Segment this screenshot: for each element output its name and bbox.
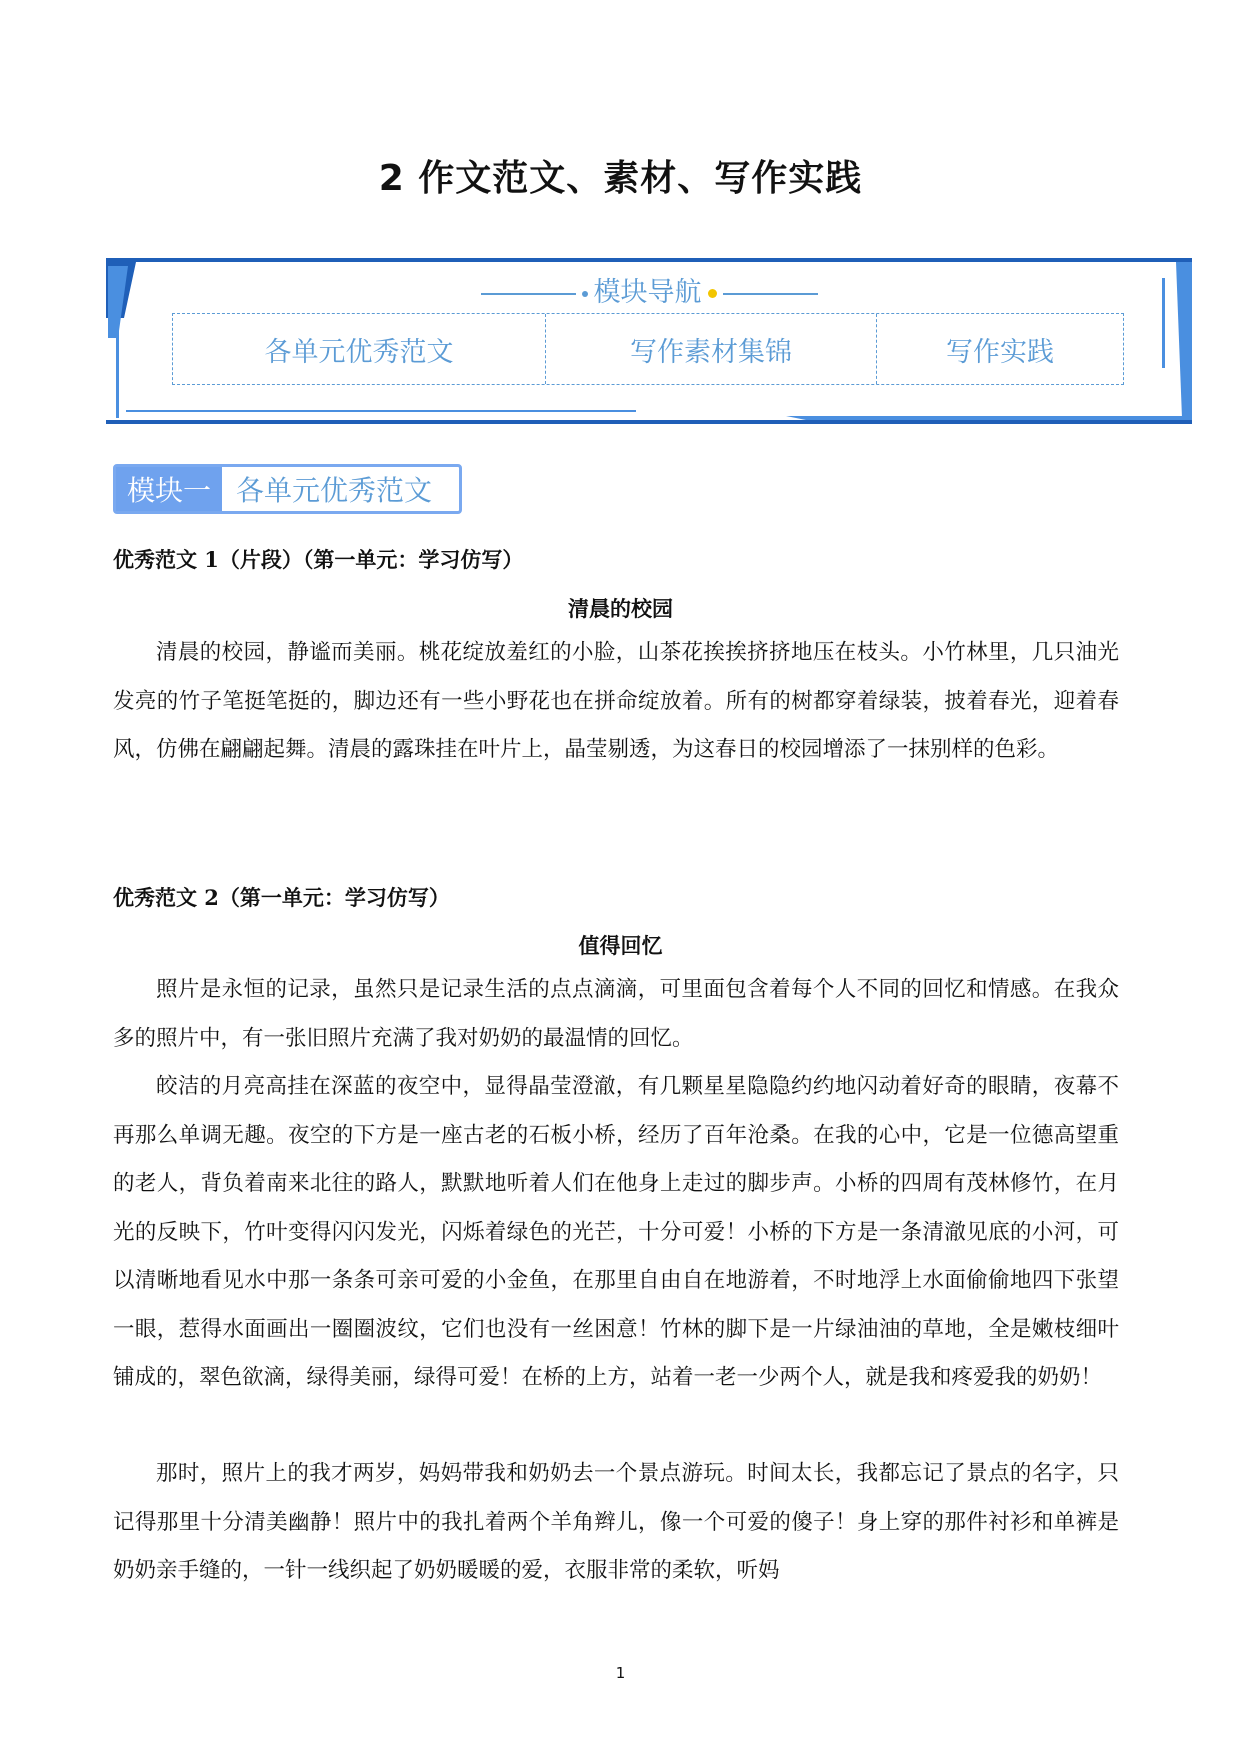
essay-heading-2: 优秀范文 2（第一单元：学习仿写）: [113, 885, 450, 910]
nav-title-text: 模块导航: [593, 277, 702, 308]
nav-cell-writing-materials[interactable]: 写作素材集锦: [545, 314, 876, 384]
essay-2-paragraph-1: 照片是永恒的记录，虽然只是记录生活的点点滴滴，可里面包含着每个人不同的回忆和情感。在我众多的照片中，有一张旧照片充满了我对奶奶的最温情的回忆。: [113, 977, 1119, 1051]
nav-title: [106, 270, 1192, 309]
nav-title-right-line: [723, 293, 818, 295]
page-title: 2 作文范文、素材、写作实践: [378, 158, 863, 199]
nav-title-left-dot: [582, 291, 588, 297]
essay-title-1: 清晨的校园: [568, 596, 673, 621]
essay-1-paragraph-1: 清晨的校园，静谧而美丽。桃花绽放羞红的小脸，山茶花挨挨挤挤地压在枝头。小竹林里，几只油光发亮的竹子笔挺笔挺的，脚边还有一些小野花也在拼命绽放着。所有的树都穿着绿装，披着春光，迎着春风，仿佛在翩翩起舞。清晨的露珠挂在叶片上，晶莹剔透，为这春日的校园增添了一抹别样的色彩。: [113, 640, 1119, 762]
essay-2-paragraph-3: 那时，照片上的我才两岁，妈妈带我和奶奶去一个景点游玩。时间太长，我都忘记了景点的名字，只记得那里十分清美幽静！照片中的我扎着两个羊角辫儿，像一个可爱的傻子！身上穿的那件衬衫和单裤是奶奶亲手缝的，一针一线织起了奶奶暖暖的爱，衣服非常的柔软，听妈: [113, 1461, 1119, 1583]
module-tag: [113, 464, 462, 514]
nav-cell-writing-practice[interactable]: 写作实践: [876, 314, 1123, 384]
module-navigation: [106, 258, 1192, 426]
module-name: 各单元优秀范文: [236, 474, 433, 507]
essay-title-2: 值得回忆: [578, 933, 663, 958]
nav-table: [172, 313, 1124, 385]
nav-title-left-line: [481, 293, 576, 295]
essay-heading-1: 优秀范文 1（片段）（第一单元：学习仿写）: [113, 547, 524, 572]
nav-title-right-dot: [708, 289, 717, 298]
module-number: 模块一: [116, 467, 222, 511]
essay-2-paragraph-2: 皎洁的月亮高挂在深蓝的夜空中，显得晶莹澄澈，有几颗星星隐隐约约地闪动着好奇的眼睛，夜幕不再那么单调无趣。夜空的下方是一座古老的石板小桥，经历了百年沧桑。在我的心中，它是一位德高望重的老人，背负着南来北往的路人，默默地听着人们在他身上走过的脚步声。小桥的四周有茂林修竹，在月光的反映下，竹叶变得闪闪发光，闪烁着绿色的光芒，十分可爱！小桥的下方是一条清澈见底的小河，可以清晰地看见水中那一条条可亲可爱的小金鱼，在那里自由自在地游着，不时地浮上水面偷偷地四下张望一眼，惹得水面画出一圈圈波纹，它们也没有一丝困意！竹林的脚下是一片绿油油的草地，全是嫩枝细叶铺成的，翠色欲滴，绿得美丽，绿得可爱！在桥的上方，站着一老一少两个人，就是我和疼爱我的奶奶！: [113, 1074, 1119, 1390]
nav-cell-excellent-essays[interactable]: 各单元优秀范文: [264, 336, 454, 368]
page-number: 1: [615, 1664, 626, 1682]
